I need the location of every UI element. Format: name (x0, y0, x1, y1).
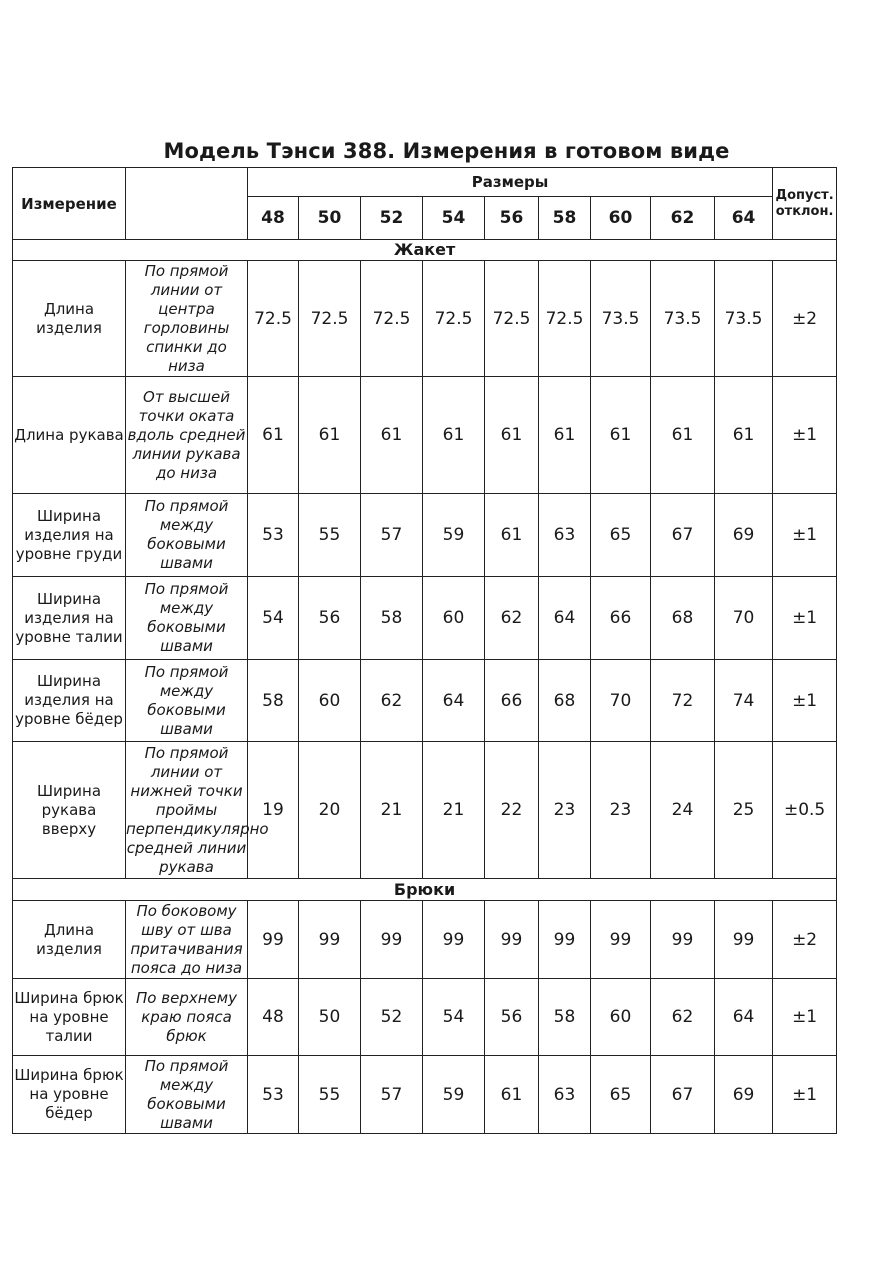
page-title: Модель Тэнси 388. Измерения в готовом виде (163, 139, 730, 163)
tolerance-cell: ±2 (773, 261, 837, 377)
tolerance-cell: ±0.5 (773, 742, 837, 879)
measurement-description: По прямой линии от центра горловины спинки до низа (126, 261, 248, 377)
value-cell: 57 (361, 494, 423, 577)
value-cell: 48 (248, 979, 299, 1056)
size-header-58: 58 (539, 197, 591, 240)
tolerance-cell: ±1 (773, 494, 837, 577)
value-cell: 59 (423, 494, 485, 577)
value-cell: 99 (423, 901, 485, 979)
value-cell: 74 (715, 660, 773, 742)
tolerance-cell: ±1 (773, 577, 837, 660)
value-cell: 56 (485, 979, 539, 1056)
value-cell: 69 (715, 1056, 773, 1134)
description-header (126, 168, 248, 240)
value-cell: 25 (715, 742, 773, 879)
size-header-54: 54 (423, 197, 485, 240)
value-cell: 57 (361, 1056, 423, 1134)
value-cell: 58 (361, 577, 423, 660)
value-cell: 55 (299, 494, 361, 577)
value-cell: 72.5 (361, 261, 423, 377)
value-cell: 64 (715, 979, 773, 1056)
size-header-62: 62 (651, 197, 715, 240)
value-cell: 61 (361, 377, 423, 494)
value-cell: 58 (539, 979, 591, 1056)
value-cell: 99 (651, 901, 715, 979)
tolerance-cell: ±1 (773, 1056, 837, 1134)
measurement-description: По прямой между боковыми швами (126, 577, 248, 660)
value-cell: 21 (423, 742, 485, 879)
table-row (13, 1056, 837, 1134)
value-cell: 23 (591, 742, 651, 879)
measurement-description: По боковому шву от шва притачивания пояса до низа (126, 901, 248, 979)
measurements-table (12, 167, 837, 1134)
value-cell: 72 (651, 660, 715, 742)
value-cell: 20 (299, 742, 361, 879)
value-cell: 61 (485, 377, 539, 494)
value-cell: 55 (299, 1056, 361, 1134)
table-row (13, 979, 837, 1056)
value-cell: 99 (248, 901, 299, 979)
value-cell: 73.5 (715, 261, 773, 377)
value-cell: 99 (361, 901, 423, 979)
value-cell: 63 (539, 1056, 591, 1134)
value-cell: 60 (299, 660, 361, 742)
value-cell: 66 (485, 660, 539, 742)
measurement-description: По верхнему краю пояса брюк (126, 979, 248, 1056)
value-cell: 70 (715, 577, 773, 660)
tolerance-cell: ±1 (773, 660, 837, 742)
measurement-description: По прямой между боковыми швами (126, 660, 248, 742)
measure-header: Измерение (13, 168, 126, 240)
measurement-description: По прямой между боковыми швами (126, 494, 248, 577)
value-cell: 22 (485, 742, 539, 879)
measurement-description: По прямой линии от нижней точки проймы перпендикулярно средней линии рукава (126, 742, 248, 879)
value-cell: 59 (423, 1056, 485, 1134)
value-cell: 61 (485, 1056, 539, 1134)
measurement-description: По прямой между боковыми швами (126, 1056, 248, 1134)
table-row (13, 660, 837, 742)
measurement-name: Ширина изделия на уровне бёдер (13, 660, 126, 742)
tolerance-cell: ±1 (773, 377, 837, 494)
value-cell: 99 (715, 901, 773, 979)
value-cell: 99 (539, 901, 591, 979)
value-cell: 66 (591, 577, 651, 660)
value-cell: 61 (539, 377, 591, 494)
value-cell: 62 (651, 979, 715, 1056)
value-cell: 67 (651, 1056, 715, 1134)
value-cell: 61 (248, 377, 299, 494)
size-header-60: 60 (591, 197, 651, 240)
value-cell: 61 (591, 377, 651, 494)
measurement-name: Ширина изделия на уровне талии (13, 577, 126, 660)
value-cell: 72.5 (248, 261, 299, 377)
measurement-name: Длина изделия (13, 261, 126, 377)
value-cell: 68 (651, 577, 715, 660)
section-row (13, 240, 837, 261)
value-cell: 62 (361, 660, 423, 742)
table-row (13, 577, 837, 660)
value-cell: 61 (485, 494, 539, 577)
value-cell: 99 (299, 901, 361, 979)
value-cell: 53 (248, 494, 299, 577)
size-header-50: 50 (299, 197, 361, 240)
value-cell: 60 (423, 577, 485, 660)
value-cell: 73.5 (651, 261, 715, 377)
sizes-header: Размеры (248, 168, 773, 197)
header-row-top (13, 168, 837, 197)
measurement-name: Ширина брюк на уровне талии (13, 979, 126, 1056)
value-cell: 72.5 (539, 261, 591, 377)
section-row (13, 879, 837, 901)
measurement-name: Длина рукава (13, 377, 126, 494)
value-cell: 61 (651, 377, 715, 494)
value-cell: 67 (651, 494, 715, 577)
value-cell: 62 (485, 577, 539, 660)
tolerance-header: Допуст. отклон. (773, 168, 837, 240)
table-row (13, 261, 837, 377)
value-cell: 61 (299, 377, 361, 494)
value-cell: 60 (591, 979, 651, 1056)
size-header-64: 64 (715, 197, 773, 240)
table-row (13, 377, 837, 494)
section-title: Брюки (13, 879, 837, 901)
value-cell: 72.5 (299, 261, 361, 377)
value-cell: 70 (591, 660, 651, 742)
value-cell: 56 (299, 577, 361, 660)
value-cell: 53 (248, 1056, 299, 1134)
value-cell: 54 (423, 979, 485, 1056)
measurement-name: Ширина брюк на уровне бёдер (13, 1056, 126, 1134)
value-cell: 69 (715, 494, 773, 577)
table-row (13, 742, 837, 879)
value-cell: 72.5 (485, 261, 539, 377)
measurement-name: Ширина изделия на уровне груди (13, 494, 126, 577)
measurement-description: От высшей точки оката вдоль средней линии рукава до низа (126, 377, 248, 494)
value-cell: 64 (423, 660, 485, 742)
value-cell: 58 (248, 660, 299, 742)
value-cell: 23 (539, 742, 591, 879)
value-cell: 68 (539, 660, 591, 742)
value-cell: 61 (423, 377, 485, 494)
size-header-56: 56 (485, 197, 539, 240)
measurement-name: Ширина рукава вверху (13, 742, 126, 879)
section-title: Жакет (13, 240, 837, 261)
table-row (13, 494, 837, 577)
value-cell: 61 (715, 377, 773, 494)
table-row (13, 901, 837, 979)
tolerance-cell: ±2 (773, 901, 837, 979)
size-header-52: 52 (361, 197, 423, 240)
value-cell: 99 (485, 901, 539, 979)
measurement-name: Длина изделия (13, 901, 126, 979)
value-cell: 21 (361, 742, 423, 879)
value-cell: 24 (651, 742, 715, 879)
value-cell: 54 (248, 577, 299, 660)
value-cell: 65 (591, 1056, 651, 1134)
tolerance-cell: ±1 (773, 979, 837, 1056)
value-cell: 99 (591, 901, 651, 979)
value-cell: 63 (539, 494, 591, 577)
value-cell: 72.5 (423, 261, 485, 377)
value-cell: 52 (361, 979, 423, 1056)
value-cell: 73.5 (591, 261, 651, 377)
value-cell: 50 (299, 979, 361, 1056)
value-cell: 19 (248, 742, 299, 879)
value-cell: 64 (539, 577, 591, 660)
size-header-48: 48 (248, 197, 299, 240)
value-cell: 65 (591, 494, 651, 577)
